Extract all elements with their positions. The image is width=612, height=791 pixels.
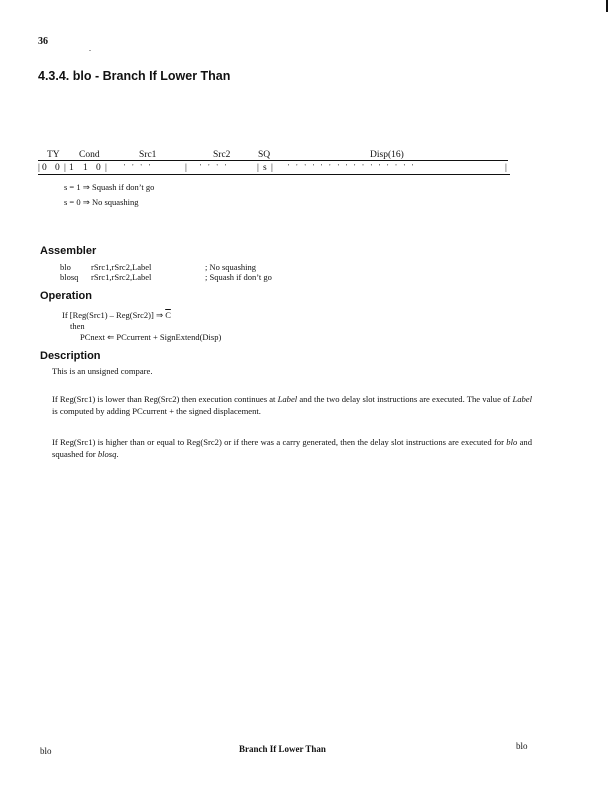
bit-cond-1: 1 [83, 163, 88, 173]
bit-ty-0: 0 [42, 163, 47, 173]
operation-heading: Operation [40, 290, 92, 302]
field-cond: Cond [79, 150, 100, 160]
asm-comment-2: ; Squash if don’t go [205, 272, 272, 282]
dot-mark: . [89, 44, 91, 53]
field-ty: TY [47, 150, 60, 160]
page-number: 36 [38, 36, 48, 47]
assembler-heading: Assembler [40, 245, 97, 257]
field-disp: Disp(16) [370, 150, 404, 160]
bit-sq: s [263, 163, 267, 173]
operation-line-2: then [70, 321, 85, 331]
label-term: Label [277, 394, 298, 404]
field-src2: Src2 [213, 150, 231, 160]
squash-note-1: s = 1 ⇒ Squash if don’t go [64, 182, 155, 192]
asm-mnemonic-1: blo [60, 262, 71, 272]
asm-comment-1: ; No squashing [205, 262, 256, 272]
asm-operands-1: rSrc1,rSrc2,Label [91, 262, 152, 272]
page-edge-mark [606, 0, 608, 12]
operation-line-3: PCnext ⇐ PCcurrent + SignExtend(Disp) [80, 332, 222, 342]
section-title: 4.3.4. blo - Branch If Lower Than [38, 69, 231, 83]
footer-left: blo [40, 746, 52, 756]
field-sq: SQ [258, 150, 271, 160]
operation-condition: If [Reg(Src1) – Reg(Src2)] ⇒ [62, 310, 164, 320]
field-src1: Src1 [139, 150, 157, 160]
description-paragraph-2: If Reg(Src1) is higher than or equal to Reg(Src2) or if there was a carry generated, then the delay slot instructions are executed for blo and squashed for blosq. [52, 437, 532, 459]
format-top-rule [38, 160, 508, 161]
carry-symbol: $\overline{C}$ [165, 310, 171, 320]
asm-operands-2: rSrc1,rSrc2,Label [91, 272, 152, 282]
bit-cond-0: 1 [69, 163, 74, 173]
blo-term: blo [506, 437, 518, 447]
operation-line-1 [62, 310, 171, 321]
format-bottom-rule [38, 174, 510, 175]
bit-cond-2: 0 [96, 163, 101, 173]
description-paragraph-1: If Reg(Src1) is lower than Reg(Src2) then execution continues at Label and the two delay slot instructions are executed. The value of Label is computed by adding PCcurrent + the signed displacement. [52, 394, 533, 416]
squash-note-2: s = 0 ⇒ No squashing [64, 197, 139, 207]
footer-center: Branch If Lower Than [239, 744, 326, 754]
description-intro: This is an unsigned compare. [52, 366, 153, 376]
bit-row: | 0 0 | 1 1 0 | ' ' ' ' | ' ' ' ' | s | ' ' ' ' ' ' ' ' ' ' ' ' ' ' ' ' | [38, 163, 507, 173]
description-heading: Description [40, 350, 101, 362]
bit-ty-1: 0 [55, 163, 60, 173]
asm-mnemonic-2: blosq [60, 272, 79, 282]
blosq-term: blosq [97, 449, 117, 459]
footer-right: blo [516, 741, 528, 751]
label-term: Label [512, 394, 533, 404]
